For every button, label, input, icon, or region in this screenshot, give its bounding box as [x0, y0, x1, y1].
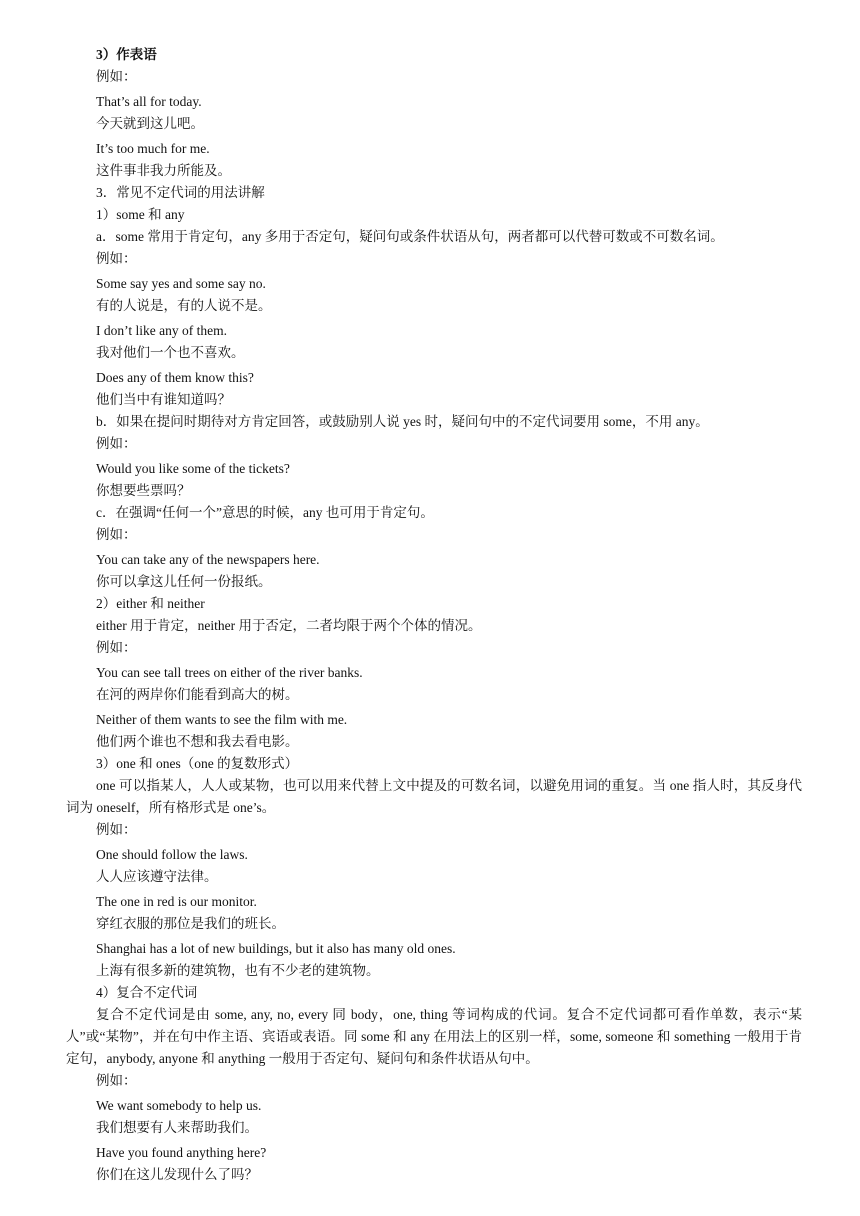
example-chinese: 穿红衣服的那位是我们的班长。: [96, 916, 285, 931]
text-line: 例如：: [96, 436, 137, 451]
example-pair: [66, 1095, 802, 1139]
example-english: That’s all for today.: [96, 94, 202, 109]
example-english: Have you found anything here?: [96, 1145, 267, 1160]
example-chinese: 你想要些票吗？: [96, 483, 191, 498]
text-line: 3）作表语: [96, 47, 157, 62]
example-chinese: 我对他们一个也不喜欢。: [96, 345, 245, 360]
example-chinese: 这件事非我力所能及。: [96, 163, 231, 178]
text-line: 2）either 和 neither: [96, 596, 205, 611]
text-line: 1）some 和 any: [96, 207, 185, 222]
paragraph: 复合不定代词是由 some, any, no, every 同 body，one, thing 等词构成的代词。复合不定代词都可看作单数，表示“某人”或“某物”，并在句中作主语、宾语或表语。同 some 和 any 在用法上的区别一样，some, someone 和 something 一般用于肯定句，anybody, anyone 和 anything 一般用于否定句、疑问句和条件状语从句中。: [66, 1007, 802, 1066]
text-line: 4）复合不定代词: [96, 985, 198, 1000]
paragraph: one 可以指某人，人人或某物，也可以用来代替上文中提及的可数名词，以避免用词的重复。当 one 指人时，其反身代词为 oneself，所有格形式是 one’s。: [66, 778, 802, 815]
text-line: 3）one 和 ones（one 的复数形式）: [96, 756, 299, 771]
example-english: One should follow the laws.: [96, 847, 248, 862]
example-english: I don’t like any of them.: [96, 323, 227, 338]
example-pair: [66, 458, 802, 502]
example-chinese: 你可以拿这儿任何一份报纸。: [96, 574, 272, 589]
example-english: The one in red is our monitor.: [96, 894, 257, 909]
example-english: You can see tall trees on either of the river banks.: [96, 665, 363, 680]
example-pair: [66, 320, 802, 364]
example-english: Would you like some of the tickets?: [96, 461, 290, 476]
text-line: 例如：: [96, 640, 137, 655]
example-chinese: 上海有很多新的建筑物，也有不少老的建筑物。: [96, 963, 380, 978]
example-pair: [66, 1142, 802, 1186]
example-chinese: 有的人说是，有的人说不是。: [96, 298, 272, 313]
example-chinese: 我们想要有人来帮助我们。: [96, 1120, 258, 1135]
example-english: You can take any of the newspapers here.: [96, 552, 320, 567]
example-pair: [66, 662, 802, 706]
example-pair: [66, 367, 802, 411]
example-english: Shanghai has a lot of new buildings, but it also has many old ones.: [96, 941, 456, 956]
example-pair: [66, 844, 802, 888]
example-english: We want somebody to help us.: [96, 1098, 262, 1113]
text-line: c．在强调“任何一个”意思的时候，any 也可用于肯定句。: [96, 505, 434, 520]
example-chinese: 他们两个谁也不想和我去看电影。: [96, 734, 299, 749]
example-pair: [66, 938, 802, 982]
text-line: b．如果在提问时期待对方肯定回答，或鼓励别人说 yes 时，疑问句中的不定代词要用 some，不用 any。: [96, 414, 709, 429]
example-english: Some say yes and some say no.: [96, 276, 266, 291]
text-line: either 用于肯定，neither 用于否定，二者均限于两个个体的情况。: [96, 618, 482, 633]
example-pair: [66, 91, 802, 135]
example-chinese: 你们在这儿发现什么了吗？: [96, 1167, 258, 1182]
example-pair: [66, 891, 802, 935]
text-line: 例如：: [96, 822, 137, 837]
example-pair: [66, 138, 802, 182]
example-pair: [66, 549, 802, 593]
text-line: 例如：: [96, 69, 137, 84]
example-chinese: 他们当中有谁知道吗？: [96, 392, 231, 407]
text-line: 3．常见不定代词的用法讲解: [96, 185, 265, 200]
example-chinese: 人人应该遵守法律。: [96, 869, 218, 884]
example-pair: [66, 273, 802, 317]
text-line: 例如：: [96, 527, 137, 542]
example-english: It’s too much for me.: [96, 141, 210, 156]
text-line: 例如：: [96, 251, 137, 266]
example-english: Neither of them wants to see the film with me.: [96, 712, 348, 727]
example-pair: [66, 709, 802, 753]
text-line: a．some 常用于肯定句，any 多用于否定句，疑问句或条件状语从句，两者都可以代替可数或不可数名词。: [96, 229, 724, 244]
example-chinese: 在河的两岸你们能看到高大的树。: [96, 687, 299, 702]
example-english: Does any of them know this?: [96, 370, 254, 385]
document-body: [66, 44, 802, 1186]
text-line: 例如：: [96, 1073, 137, 1088]
example-chinese: 今天就到这儿吧。: [96, 116, 204, 131]
